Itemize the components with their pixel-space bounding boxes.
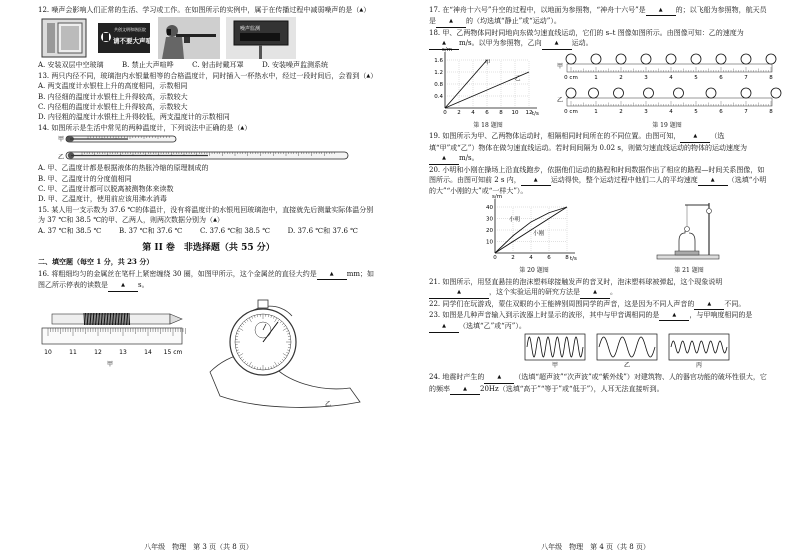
ruler-tick-label: 13	[119, 348, 127, 356]
answer-marker: ▲	[366, 72, 371, 79]
figure-jia-label: 甲	[106, 360, 114, 368]
q12-option-a[interactable]: A. 安装双层中空玻璃	[38, 61, 104, 70]
q22-blank-1[interactable]: ▲	[694, 299, 724, 310]
object-position	[566, 88, 576, 98]
scale-label: 8	[769, 108, 773, 115]
object-position	[706, 88, 716, 98]
q12-option-c[interactable]: C. 射击时戴耳罩	[192, 61, 244, 70]
y-tick-label: 0.8	[434, 81, 443, 88]
q15-option-b[interactable]: B. 37 ℃和 37.6 ℃	[118, 226, 183, 235]
figure-yi-label: 乙	[325, 400, 332, 408]
thermometers-image	[58, 133, 358, 163]
x-tick-label: 4	[471, 109, 475, 116]
q12-option-d[interactable]: D. 安装噪声监测系统	[262, 61, 328, 70]
x-tick-label: 6	[547, 254, 551, 261]
q12-options	[38, 60, 328, 70]
question-22: 22. 同学们在玩游戏，蒙住双眼的小王能辨别周围同学的声音，这是因为不同人声音的 ▲ 不同。	[429, 299, 770, 310]
series-label-1: 小刚	[533, 230, 545, 237]
ruler-tick-label: 14	[144, 348, 152, 356]
q18-q19-figures	[429, 46, 773, 132]
noise-monitor-image	[226, 17, 296, 59]
x-tick-label: 0	[443, 109, 447, 116]
monitor-label: 噪声监测	[240, 26, 261, 33]
object-position	[766, 54, 776, 64]
object-position	[674, 88, 684, 98]
y-tick-label: 20	[486, 227, 493, 234]
question-15: 15. 某人用一支示数为 37.6 ℃的体温计，没有将温度计的水银甩回玻璃泡中，直接就先后测量实际体温分别为 37 ℃和 38.5 ℃的甲、乙两人，则两次数据分别为（▲）	[38, 205, 374, 225]
object-position	[741, 54, 751, 64]
scale-label: 4	[669, 108, 673, 115]
x-axis-label: t/s	[532, 110, 539, 117]
waveforms-figure	[519, 333, 770, 372]
x-tick-label: 2	[457, 109, 461, 116]
scale-label: 3	[644, 74, 648, 81]
sign-text: 请不要大声喧哗	[113, 37, 159, 46]
st-chart-18	[429, 46, 547, 118]
scale-label: 1	[594, 74, 598, 81]
object-position	[641, 54, 651, 64]
question-12: 12. 噪声会影响人们正常的生活、学习或工作。在如图所示的实例中，属于在传播过程中减弱噪声的是（▲）	[38, 6, 371, 14]
figure-19-caption: 第 19 题图	[652, 122, 682, 130]
q17-blank-2[interactable]: ▲	[436, 16, 466, 27]
row-label: 乙	[557, 96, 564, 104]
x-tick-label: 10	[511, 109, 519, 116]
ruler-tick-label: 10	[44, 348, 52, 356]
scale-label: 7	[744, 108, 748, 115]
exam-page-4	[397, 0, 794, 558]
page-3-footer: 八年级 物理 第 3 页（共 8 页）	[144, 542, 253, 551]
x-tick-label: 2	[511, 254, 515, 261]
question-18: 18. 甲、乙两物体同时同地向东做匀速直线运动，它们的 s–t 图像如图所示。由图像可知：乙的速度为▲ m/s。以甲为参照物，乙向 ▲ 运动。	[429, 28, 770, 50]
shooter-earmuffs-image	[158, 17, 220, 59]
question-17: 17. 在“神舟十六号”升空的过程中，以地面为参照物，“神舟十六号”是 ▲ 的；以飞船为参照物，航天员是 ▲ 的（均选填“静止”或“运动”）。	[429, 5, 770, 28]
q16-blank-2[interactable]: ▲	[108, 280, 138, 291]
y-tick-label: 40	[486, 204, 493, 211]
question-21: 21. 如图所示，用竖直悬挂的泡沫塑料球接触发声的音叉时，泡沫塑料球被弹起，这个现象说明▲ ，这个实验运用的研究方法是 ▲ 。	[429, 277, 770, 299]
y-axis-label: s/m	[442, 46, 453, 53]
ruler-tick-label: 15 cm	[163, 348, 183, 356]
q24-blank-1[interactable]: ▲	[484, 372, 514, 383]
x-tick-label: 0	[493, 254, 497, 261]
thermometer-yi-label: 乙	[58, 154, 65, 162]
y-tick-label: 10	[486, 239, 493, 246]
figure-21	[649, 197, 729, 277]
scale-label: 1	[594, 108, 598, 115]
y-tick-label: 30	[486, 216, 493, 223]
q13-option-b[interactable]: B. 内径细的温度计水银柱上升得较高，示数较大	[38, 92, 188, 101]
scale-label: 0 cm	[564, 74, 578, 81]
q20-blank-1[interactable]: ▲	[521, 175, 551, 186]
waveform-label: 丙	[695, 361, 703, 369]
no-loud-noise-sign-image	[96, 17, 159, 59]
q15-option-c[interactable]: C. 37.6 ℃和 38.5 ℃	[199, 226, 271, 235]
scale-label: 2	[619, 74, 623, 81]
object-position	[614, 88, 624, 98]
scale-label: 7	[744, 74, 748, 81]
q21-blank-1[interactable]: ▲	[429, 287, 489, 298]
scale-label: 5	[694, 74, 698, 81]
question-23: 23. 如图是几种声音输入到示波器上时显示的波形，其中与甲音调相同的是 ▲ ，与甲响度相同的是▲ （选填“乙”或“丙”）。	[429, 310, 770, 333]
figure-20-caption: 第 20 题图	[519, 267, 549, 275]
st-chart-20	[479, 193, 589, 263]
q14-option-a[interactable]: A. 甲、乙温度计都是根据液体的热胀冷缩的原理制成的	[38, 164, 209, 173]
waveform-label: 乙	[623, 361, 631, 369]
double-glass-window-image	[38, 17, 90, 59]
waveform-label: 甲	[551, 361, 559, 369]
figure-21-caption: 第 21 题图	[674, 267, 704, 275]
question-24: 24. 地震时产生的 ▲ （选填“超声波”“次声波”或“紫外线”）对建筑物、人的器官功能的破坏性很大，它的频率 ▲ 20Hz（选填“高于”“等于”或“低于”），人耳无法直接听到。	[429, 372, 770, 395]
object-position	[741, 88, 751, 98]
q21-blank-2[interactable]: ▲	[580, 287, 610, 298]
scale-label: 5	[694, 108, 698, 115]
q19-blank-1[interactable]: ▲	[680, 131, 710, 142]
q14-option-c[interactable]: C. 甲、乙温度计都可以脱离被测物体来读数	[38, 185, 174, 194]
q17-blank-1[interactable]: ▲	[646, 5, 676, 16]
object-position	[591, 54, 601, 64]
q13-option-c[interactable]: C. 内径粗的温度计水银柱上升得较高，示数较大	[38, 103, 188, 112]
figure-18-caption: 第 18 题图	[473, 122, 503, 130]
figure-19	[557, 50, 777, 132]
x-tick-label: 12	[525, 109, 533, 116]
section-2-title: 第 II 卷 非选择题（共 55 分）	[142, 243, 275, 254]
ruler-tick-label: 12	[94, 348, 102, 356]
tuning-fork-figure	[649, 197, 729, 263]
sign-small-text: 共创文明和谐医院	[114, 27, 146, 33]
q15-option-d[interactable]: D. 37.6 ℃和 37.6 ℃	[287, 226, 358, 235]
scale-label: 3	[644, 108, 648, 115]
part-2-title: 二、填空题（每空 1 分，共 23 分）	[38, 256, 154, 266]
page-4-footer: 八年级 物理 第 4 页（共 8 页）	[541, 542, 650, 551]
q15-options	[38, 226, 358, 236]
y-axis-label: s/m	[492, 193, 503, 200]
scale-bar	[567, 98, 772, 106]
q13-option-d[interactable]: D. 内径粗的温度计水银柱上升得较低，两支温度计的示数相同	[38, 113, 230, 122]
question-19: 19. 如图所示为甲、乙两物体运动时，相隔相同时间所在的不同位置。由图可知， ▲ （选填“甲”或“乙”）物体在做匀速直线运动。若时间间隔为 0.02 s，则做匀速直线运动的物体的运动速度为▲ m/s。	[429, 131, 770, 164]
y-tick-label: 0.4	[434, 93, 443, 100]
answer-marker: ▲	[213, 217, 217, 224]
question-13: 13. 两只内径不同，玻璃泡内水银量相等的合格温度计，同时插入一杯热水中，经过一段时间后，会看到（▲）	[38, 71, 378, 80]
question-16: 16. 将粗细均匀的金属丝在笔杆上紧密缠绕 30 圈，如图甲所示，这个金属丝的直径大约是 ▲ mm；如图乙所示停表的读数是 ▲ s。	[38, 269, 379, 292]
object-position	[691, 54, 701, 64]
scale-label: 4	[669, 74, 673, 81]
motion-positions-figure	[557, 50, 777, 118]
answer-marker: ▲	[359, 7, 364, 13]
x-tick-label: 6	[485, 109, 489, 116]
answer-marker: ▲	[240, 124, 245, 131]
object-position	[589, 88, 599, 98]
object-position	[566, 54, 576, 64]
x-tick-label: 8	[565, 254, 569, 261]
x-axis-label: t/s	[570, 255, 577, 262]
q13-option-a[interactable]: A. 两支温度计水银柱上升的高度相同，示数相同	[38, 82, 188, 91]
q24-blank-2[interactable]: ▲	[450, 384, 480, 395]
stopwatch-figure	[200, 292, 370, 412]
thermometer-jia-label: 甲	[58, 136, 65, 144]
x-tick-label: 4	[529, 254, 533, 261]
q16-blank-1[interactable]: ▲	[317, 269, 347, 280]
question-20: 20. 小明和小刚在操场上沿直线跑步，依据他们运动的路程和时间数据作出了相应的路程—时间关系图像，如图所示。由图可知前 2 s 内， ▲ 运动得快，整个运动过程中他们二人的平均速度 ▲ （选填“小明的大”“小刚的大”或“一样大”）。	[429, 165, 767, 196]
ruler-tick-label: 11	[69, 348, 77, 356]
q16-figures	[38, 292, 379, 412]
object-position	[666, 54, 676, 64]
figure-20	[479, 193, 589, 277]
scale-label: 6	[719, 74, 723, 81]
q12-images	[38, 17, 379, 59]
row-label: 甲	[557, 62, 564, 70]
y-tick-label: 1.2	[434, 69, 443, 76]
question-14: 14. 如图所示是生活中常见的两种温度计，下列说法中正确的是（▲）	[38, 123, 252, 132]
y-tick-label: 1.6	[434, 57, 443, 64]
figure-18	[429, 46, 547, 132]
q20-q21-figures	[479, 193, 770, 277]
q23-blank-1[interactable]: ▲	[659, 310, 689, 321]
object-position	[616, 54, 626, 64]
series-label-0: 小明	[509, 216, 521, 223]
q14-option-d[interactable]: D. 甲、乙温度计，使用前应该用沸水消毒	[38, 195, 167, 204]
q18-blank-1[interactable]: ▲	[429, 38, 459, 49]
series-label-1: 乙	[515, 75, 521, 82]
ruler-wire-figure	[38, 292, 188, 372]
q19-blank-2[interactable]: ▲	[429, 153, 459, 164]
q12-option-b[interactable]: B. 禁止大声喧哗	[122, 61, 174, 70]
q23-blank-2[interactable]: ▲	[429, 321, 459, 332]
q14-option-b[interactable]: B. 甲、乙温度计的分度值相同	[38, 174, 132, 183]
scale-label: 2	[619, 108, 623, 115]
x-tick-label: 8	[499, 109, 503, 116]
q15-option-a[interactable]: A. 37 ℃和 38.5 ℃	[38, 226, 102, 235]
object-position	[771, 88, 781, 98]
object-position	[644, 88, 654, 98]
scale-label: 6	[719, 108, 723, 115]
scale-label: 8	[769, 74, 773, 81]
scale-bar	[567, 64, 772, 72]
series-label-0: 甲	[485, 59, 491, 66]
scale-label: 0 cm	[564, 108, 578, 115]
object-position	[716, 54, 726, 64]
q18-blank-2[interactable]: ▲	[542, 38, 572, 49]
q20-blank-2[interactable]: ▲	[698, 175, 728, 186]
